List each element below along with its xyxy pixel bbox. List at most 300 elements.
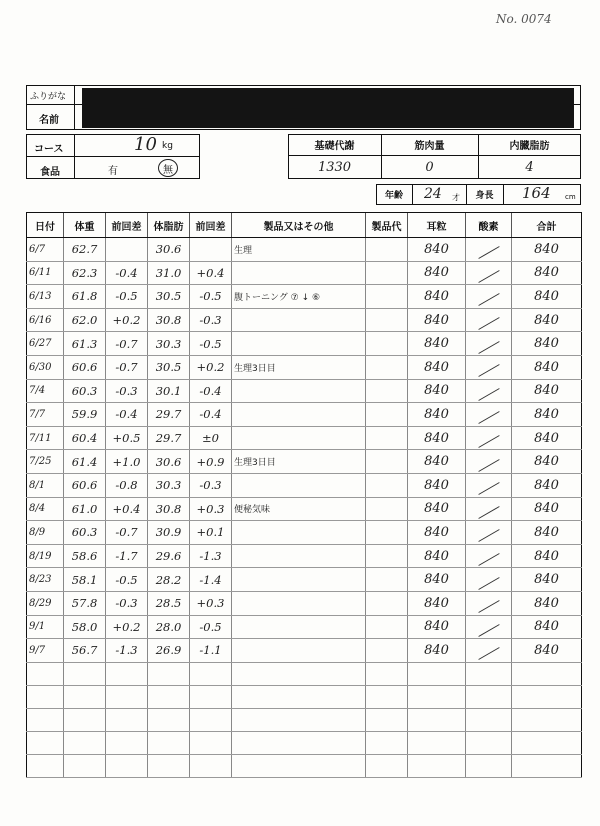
course-label: コース (34, 144, 64, 155)
row-oxygen (466, 355, 512, 379)
row-date: 7/7 (27, 403, 64, 427)
row-weight-diff: -0.3 (106, 591, 148, 615)
row-oxygen (466, 450, 512, 474)
row-ear-grain: 840 (408, 450, 466, 474)
oxygen-slash-mark (478, 529, 499, 542)
col-product-price: 製品代 (366, 213, 408, 238)
food-label: 食品 (40, 167, 60, 178)
col-body-fat: 体脂肪 (148, 213, 190, 238)
row-note (232, 261, 366, 285)
col-date: 日付 (27, 213, 64, 238)
empty-cell (190, 685, 232, 708)
empty-cell (27, 731, 64, 754)
furigana-label: ふりがな (30, 92, 67, 102)
table-row (27, 426, 582, 450)
row-oxygen (466, 426, 512, 450)
row-note (232, 639, 366, 663)
empty-cell (408, 708, 466, 731)
row-ear-grain: 840 (408, 591, 466, 615)
oxygen-slash-mark (478, 246, 499, 259)
row-weight-diff: +0.2 (106, 308, 148, 332)
empty-cell (366, 708, 408, 731)
empty-cell (512, 731, 582, 754)
row-weight: 60.4 (64, 426, 106, 450)
row-weight-diff: -0.5 (106, 285, 148, 309)
height-unit: cm (565, 193, 576, 201)
weight-log-table (26, 212, 582, 778)
row-note (232, 473, 366, 497)
row-date: 7/4 (27, 379, 64, 403)
row-weight: 62.7 (64, 238, 106, 262)
row-weight: 60.6 (64, 355, 106, 379)
empty-cell (366, 685, 408, 708)
row-ear-grain: 840 (408, 238, 466, 262)
row-fat-diff: +0.2 (190, 355, 232, 379)
empty-cell (190, 708, 232, 731)
table-row (27, 544, 582, 568)
row-product-price (366, 332, 408, 356)
row-body-fat: 30.6 (148, 450, 190, 474)
empty-cell (232, 685, 366, 708)
oxygen-slash-mark (478, 341, 499, 354)
row-oxygen (466, 615, 512, 639)
table-row (27, 568, 582, 592)
table-row (27, 403, 582, 427)
empty-cell (27, 754, 64, 777)
row-note (232, 403, 366, 427)
row-date: 7/11 (27, 426, 64, 450)
row-total: 840 (512, 568, 582, 592)
row-date: 8/19 (27, 544, 64, 568)
row-fat-diff: -0.3 (190, 473, 232, 497)
empty-cell (27, 685, 64, 708)
empty-cell (366, 731, 408, 754)
row-body-fat: 31.0 (148, 261, 190, 285)
row-note: 生理3日目 (232, 450, 366, 474)
row-total: 840 (512, 591, 582, 615)
row-weight-diff: -0.4 (106, 403, 148, 427)
oxygen-slash-mark (478, 647, 499, 660)
row-weight-diff: -0.8 (106, 473, 148, 497)
empty-cell (466, 685, 512, 708)
table-row (27, 497, 582, 521)
row-weight-diff: +1.0 (106, 450, 148, 474)
table-row (27, 285, 582, 309)
empty-cell (27, 708, 64, 731)
table-row (27, 473, 582, 497)
row-ear-grain: 840 (408, 285, 466, 309)
oxygen-slash-mark (478, 388, 499, 401)
row-weight-diff: +0.5 (106, 426, 148, 450)
row-body-fat: 29.6 (148, 544, 190, 568)
row-fat-diff: +0.3 (190, 497, 232, 521)
row-total: 840 (512, 639, 582, 663)
row-date: 6/16 (27, 308, 64, 332)
oxygen-slash-mark (478, 506, 499, 519)
age-unit: 才 (452, 193, 460, 202)
oxygen-slash-mark (478, 270, 499, 283)
oxygen-slash-mark (478, 600, 499, 613)
metric-header-muscle: 筋肉量 (414, 141, 445, 152)
row-weight: 62.3 (64, 261, 106, 285)
row-weight-diff: +0.4 (106, 497, 148, 521)
empty-cell (512, 662, 582, 685)
course-unit: kg (162, 141, 173, 151)
row-weight-diff: -0.7 (106, 332, 148, 356)
row-total: 840 (512, 473, 582, 497)
row-product-price (366, 285, 408, 309)
empty-cell (466, 708, 512, 731)
row-product-price (366, 355, 408, 379)
row-fat-diff: -0.5 (190, 332, 232, 356)
row-oxygen (466, 238, 512, 262)
empty-cell (64, 731, 106, 754)
row-note (232, 591, 366, 615)
row-weight-diff: -0.4 (106, 261, 148, 285)
row-ear-grain: 840 (408, 544, 466, 568)
row-oxygen (466, 403, 512, 427)
table-row (27, 615, 582, 639)
row-fat-diff: +0.9 (190, 450, 232, 474)
metric-header-basal: 基礎代謝 (314, 141, 355, 152)
empty-cell (512, 708, 582, 731)
empty-cell (232, 754, 366, 777)
empty-cell (148, 708, 190, 731)
row-weight: 61.4 (64, 450, 106, 474)
row-date: 9/1 (27, 615, 64, 639)
row-product-price (366, 238, 408, 262)
col-total: 合計 (512, 213, 582, 238)
row-oxygen (466, 308, 512, 332)
oxygen-slash-mark (478, 482, 499, 495)
row-weight-diff: -1.7 (106, 544, 148, 568)
row-weight: 58.0 (64, 615, 106, 639)
row-total: 840 (512, 238, 582, 262)
oxygen-slash-mark (478, 435, 499, 448)
row-date: 6/11 (27, 261, 64, 285)
row-ear-grain: 840 (408, 473, 466, 497)
row-oxygen (466, 332, 512, 356)
oxygen-slash-mark (478, 317, 499, 330)
row-date: 6/27 (27, 332, 64, 356)
row-body-fat: 28.0 (148, 615, 190, 639)
row-body-fat: 30.8 (148, 308, 190, 332)
oxygen-slash-mark (478, 412, 499, 425)
row-weight: 60.3 (64, 379, 106, 403)
course-label-divider (74, 134, 75, 179)
row-product-price (366, 497, 408, 521)
row-product-price (366, 426, 408, 450)
row-ear-grain: 840 (408, 308, 466, 332)
row-weight: 61.0 (64, 497, 106, 521)
row-oxygen (466, 379, 512, 403)
row-body-fat: 29.7 (148, 426, 190, 450)
empty-cell (366, 662, 408, 685)
row-note (232, 568, 366, 592)
row-fat-diff: +0.1 (190, 521, 232, 545)
metric-value-muscle: 0 (425, 159, 434, 175)
row-body-fat: 26.9 (148, 639, 190, 663)
row-body-fat: 28.2 (148, 568, 190, 592)
oxygen-slash-mark (478, 553, 499, 566)
row-fat-diff (190, 238, 232, 262)
row-date: 8/9 (27, 521, 64, 545)
empty-cell (232, 708, 366, 731)
row-ear-grain: 840 (408, 332, 466, 356)
table-row (27, 261, 582, 285)
table-row (27, 355, 582, 379)
table-row (27, 450, 582, 474)
empty-cell (232, 662, 366, 685)
row-oxygen (466, 639, 512, 663)
col-oxygen: 酸素 (466, 213, 512, 238)
empty-cell (408, 731, 466, 754)
row-oxygen (466, 473, 512, 497)
col-weight: 体重 (64, 213, 106, 238)
row-date: 8/23 (27, 568, 64, 592)
row-ear-grain: 840 (408, 403, 466, 427)
oxygen-slash-mark (478, 459, 499, 472)
empty-cell (366, 754, 408, 777)
row-total: 840 (512, 544, 582, 568)
row-body-fat: 30.3 (148, 473, 190, 497)
row-oxygen (466, 497, 512, 521)
empty-row (27, 685, 582, 708)
row-total: 840 (512, 426, 582, 450)
profile-div-3 (503, 184, 504, 205)
empty-cell (190, 731, 232, 754)
row-note (232, 426, 366, 450)
row-note (232, 332, 366, 356)
row-oxygen (466, 285, 512, 309)
col-fat-diff: 前回差 (190, 213, 232, 238)
name-label: 名前 (39, 115, 59, 126)
table-row (27, 379, 582, 403)
empty-cell (512, 685, 582, 708)
row-fat-diff: -0.5 (190, 285, 232, 309)
empty-row (27, 708, 582, 731)
row-weight: 59.9 (64, 403, 106, 427)
row-total: 840 (512, 403, 582, 427)
oxygen-slash-mark (478, 624, 499, 637)
row-date: 8/1 (27, 473, 64, 497)
row-oxygen (466, 591, 512, 615)
empty-cell (408, 662, 466, 685)
row-ear-grain: 840 (408, 497, 466, 521)
empty-cell (190, 662, 232, 685)
row-total: 840 (512, 615, 582, 639)
food-no-label: 無 (163, 164, 173, 176)
row-body-fat: 30.1 (148, 379, 190, 403)
row-fat-diff: -0.4 (190, 403, 232, 427)
row-weight-diff (106, 238, 148, 262)
row-note: 生理3日目 (232, 355, 366, 379)
row-weight-diff: -0.3 (106, 379, 148, 403)
row-ear-grain: 840 (408, 615, 466, 639)
row-body-fat: 30.8 (148, 497, 190, 521)
row-oxygen (466, 568, 512, 592)
empty-cell (512, 754, 582, 777)
age-label: 年齢 (384, 191, 403, 201)
empty-cell (190, 754, 232, 777)
row-ear-grain: 840 (408, 355, 466, 379)
height-value: 164 (522, 184, 551, 202)
row-fat-diff: +0.4 (190, 261, 232, 285)
row-total: 840 (512, 261, 582, 285)
row-note: 腹トーニング ⑦ ↓ ⑥ (232, 285, 366, 309)
empty-cell (148, 754, 190, 777)
row-product-price (366, 544, 408, 568)
empty-cell (148, 685, 190, 708)
empty-cell (408, 754, 466, 777)
row-fat-diff: -1.1 (190, 639, 232, 663)
empty-cell (106, 708, 148, 731)
table-row (27, 238, 582, 262)
row-total: 840 (512, 308, 582, 332)
row-weight-diff: -1.3 (106, 639, 148, 663)
row-body-fat: 30.3 (148, 332, 190, 356)
empty-cell (466, 662, 512, 685)
row-body-fat: 28.5 (148, 591, 190, 615)
row-note (232, 308, 366, 332)
table-header-row (27, 213, 582, 238)
row-total: 840 (512, 497, 582, 521)
row-product-price (366, 639, 408, 663)
row-date: 6/13 (27, 285, 64, 309)
row-product-price (366, 403, 408, 427)
row-body-fat: 30.5 (148, 355, 190, 379)
row-product-price (366, 591, 408, 615)
empty-cell (64, 662, 106, 685)
empty-cell (466, 731, 512, 754)
name-redaction (82, 88, 574, 128)
row-note (232, 379, 366, 403)
row-date: 8/4 (27, 497, 64, 521)
row-date: 6/30 (27, 355, 64, 379)
empty-cell (148, 662, 190, 685)
row-weight-diff: -0.5 (106, 568, 148, 592)
row-total: 840 (512, 450, 582, 474)
empty-cell (148, 731, 190, 754)
row-fat-diff: +0.3 (190, 591, 232, 615)
row-fat-diff: -0.3 (190, 308, 232, 332)
col-ear-grain: 耳粒 (408, 213, 466, 238)
table-row (27, 591, 582, 615)
row-total: 840 (512, 355, 582, 379)
row-weight: 61.8 (64, 285, 106, 309)
row-fat-diff: -1.4 (190, 568, 232, 592)
row-product-price (366, 473, 408, 497)
row-product-price (366, 379, 408, 403)
profile-div-1 (412, 184, 413, 205)
row-fat-diff: -1.3 (190, 544, 232, 568)
row-total: 840 (512, 521, 582, 545)
oxygen-slash-mark (478, 294, 499, 307)
row-ear-grain: 840 (408, 261, 466, 285)
empty-cell (64, 708, 106, 731)
empty-cell (64, 754, 106, 777)
row-note: 生理 (232, 238, 366, 262)
row-weight: 60.3 (64, 521, 106, 545)
row-product-price (366, 308, 408, 332)
row-oxygen (466, 261, 512, 285)
course-divider (26, 156, 200, 157)
row-date: 8/29 (27, 591, 64, 615)
row-ear-grain: 840 (408, 639, 466, 663)
row-weight: 57.8 (64, 591, 106, 615)
row-product-price (366, 521, 408, 545)
row-total: 840 (512, 379, 582, 403)
row-ear-grain: 840 (408, 379, 466, 403)
row-weight: 60.6 (64, 473, 106, 497)
row-date: 6/7 (27, 238, 64, 262)
metric-value-visceral: 4 (525, 159, 534, 175)
serial-number: No. 0074 (496, 12, 552, 26)
row-oxygen (466, 521, 512, 545)
col-product-other: 製品又はその他 (232, 213, 366, 238)
row-weight: 58.6 (64, 544, 106, 568)
empty-cell (106, 685, 148, 708)
oxygen-slash-mark (478, 364, 499, 377)
metric-header-visceral: 内臓脂肪 (509, 141, 550, 152)
row-body-fat: 30.9 (148, 521, 190, 545)
course-value: 10 (134, 134, 157, 155)
empty-cell (106, 662, 148, 685)
row-total: 840 (512, 332, 582, 356)
row-note (232, 544, 366, 568)
row-product-price (366, 450, 408, 474)
row-weight-diff: -0.7 (106, 355, 148, 379)
empty-cell (466, 754, 512, 777)
row-body-fat: 30.5 (148, 285, 190, 309)
row-ear-grain: 840 (408, 426, 466, 450)
row-ear-grain: 840 (408, 521, 466, 545)
empty-cell (106, 731, 148, 754)
row-fat-diff: ±0 (190, 426, 232, 450)
row-total: 840 (512, 285, 582, 309)
age-value: 24 (424, 186, 442, 202)
row-fat-diff: -0.4 (190, 379, 232, 403)
empty-cell (232, 731, 366, 754)
table-row (27, 332, 582, 356)
name-label-divider (74, 85, 75, 130)
row-body-fat: 29.7 (148, 403, 190, 427)
row-body-fat: 30.6 (148, 238, 190, 262)
row-weight: 56.7 (64, 639, 106, 663)
row-fat-diff: -0.5 (190, 615, 232, 639)
empty-row (27, 754, 582, 777)
empty-cell (408, 685, 466, 708)
row-product-price (366, 615, 408, 639)
height-label: 身長 (475, 191, 494, 201)
row-product-price (366, 261, 408, 285)
row-weight: 58.1 (64, 568, 106, 592)
row-weight-diff: -0.7 (106, 521, 148, 545)
food-no (158, 159, 178, 177)
row-oxygen (466, 544, 512, 568)
row-product-price (366, 568, 408, 592)
empty-cell (106, 754, 148, 777)
row-weight-diff: +0.2 (106, 615, 148, 639)
oxygen-slash-mark (478, 577, 499, 590)
row-weight: 61.3 (64, 332, 106, 356)
empty-row (27, 662, 582, 685)
row-note (232, 615, 366, 639)
empty-row (27, 731, 582, 754)
metric-value-basal: 1330 (317, 159, 352, 175)
empty-cell (27, 662, 64, 685)
row-date: 7/25 (27, 450, 64, 474)
